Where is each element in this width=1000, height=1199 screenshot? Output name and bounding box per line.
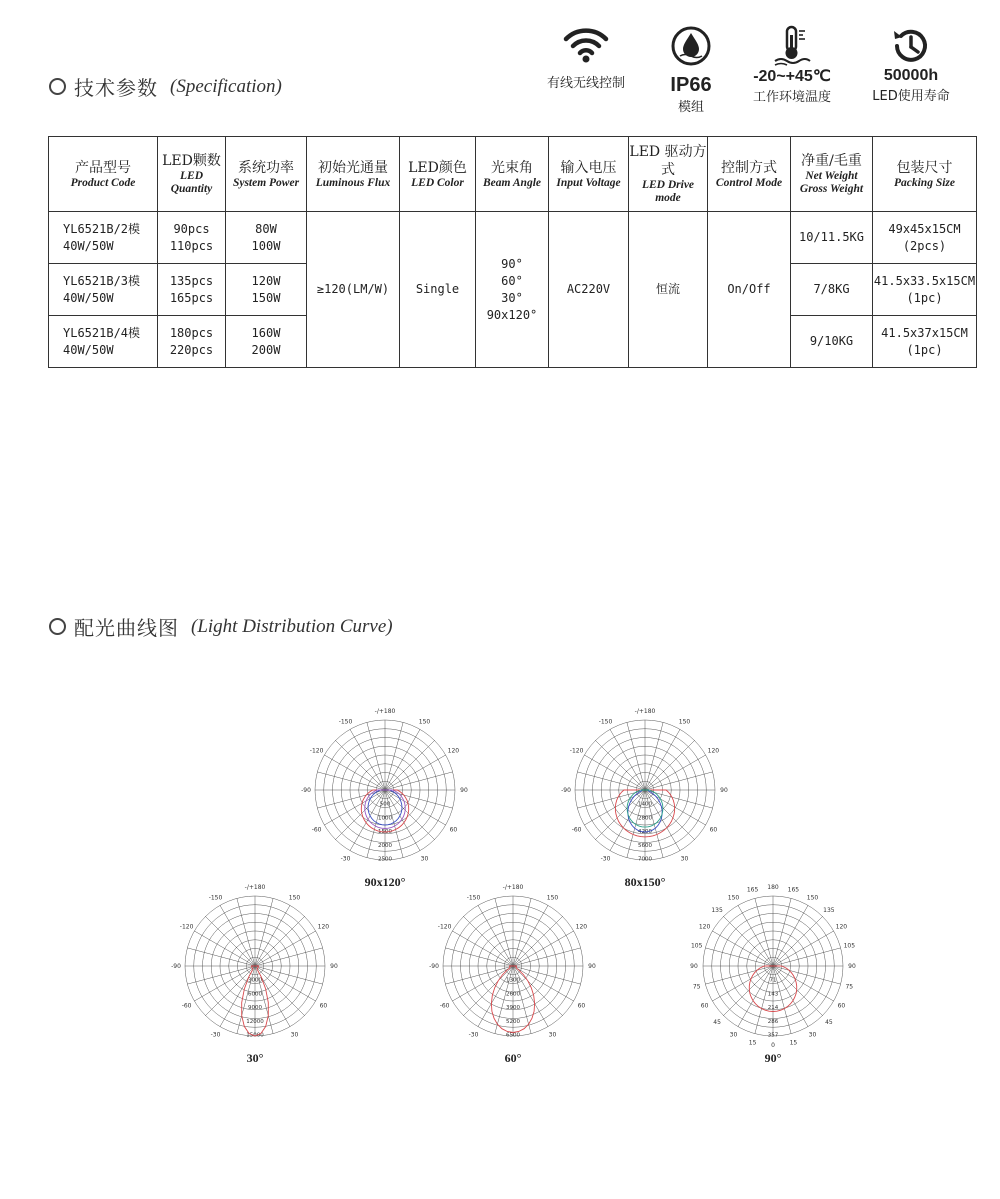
polar-angle-label: 90 — [848, 963, 856, 970]
polar-angle-label: 30 — [290, 1031, 299, 1039]
cell-weight: 7/8KG — [791, 264, 873, 316]
polar-ring-label: 3900 — [506, 1005, 520, 1012]
polar-angle-label: -150 — [338, 718, 353, 726]
polar-spoke — [194, 931, 255, 966]
polar-angle-label: -30 — [340, 855, 351, 863]
polar-spoke — [385, 772, 453, 790]
polar-angle-label: -150 — [466, 894, 481, 902]
polar-angle-label: 105 — [843, 942, 856, 950]
polar-angle-label: 30 — [420, 855, 429, 863]
polar-angle-label: 150 — [727, 894, 740, 902]
polar-angle-label: 60 — [837, 1002, 846, 1010]
polar-spoke — [385, 790, 435, 840]
polar-ring-label: 9000 — [248, 1005, 262, 1012]
polar-ring-label: 7000 — [638, 856, 652, 863]
polar-caption: 60° — [504, 1051, 522, 1065]
polar-ring-label: 143 — [767, 991, 779, 998]
cell-input-voltage: AC220V — [549, 212, 629, 368]
polar-spoke — [645, 722, 663, 790]
header-beam-angle: 光束角 Beam Angle — [476, 137, 549, 212]
polar-chart — [561, 708, 728, 889]
polar-ring-label: 2500 — [378, 856, 392, 863]
polar-spoke — [584, 755, 645, 790]
spec-title-cn: 技术参数 — [74, 76, 158, 100]
polar-spoke — [255, 966, 323, 984]
polar-spoke — [773, 966, 808, 1027]
polar-spoke — [724, 917, 774, 967]
polar-spoke — [513, 966, 563, 1016]
polar-spoke — [513, 917, 563, 967]
polar-ring-label: 1500 — [378, 829, 392, 836]
cell-led-quantity: 135pcs 165pcs — [158, 264, 226, 316]
curve-title-cn: 配光曲线图 — [74, 616, 179, 640]
polar-spoke — [385, 790, 446, 825]
polar-spoke — [385, 741, 435, 791]
polar-spoke — [385, 755, 446, 790]
polar-ring-label: 71 — [769, 977, 777, 984]
polar-spoke — [773, 966, 841, 984]
header-system-power: 系统功率 System Power — [226, 137, 307, 212]
polar-angle-label: 60 — [449, 826, 458, 834]
header-drive-mode: LED 驱动方式 LED Drive mode — [629, 137, 708, 212]
cell-weight: 10/11.5KG — [791, 212, 873, 264]
polar-angle-label: 120 — [698, 923, 711, 931]
polar-angle-label: 60 — [577, 1002, 586, 1010]
polar-spoke — [445, 948, 513, 966]
polar-ring-label: 357 — [767, 1032, 779, 1039]
polar-angle-label: -90 — [301, 787, 311, 794]
polar-angle-label: 60 — [319, 1002, 328, 1010]
polar-angle-label: 45 — [825, 1018, 833, 1026]
polar-angle-label: 120 — [835, 923, 848, 931]
polar-spoke — [755, 898, 773, 966]
polar-angle-label: -60 — [311, 826, 322, 834]
polar-spoke — [385, 729, 420, 790]
cell-product-code: YL6521B/3模 40W/50W — [49, 264, 158, 316]
cell-product-code: YL6521B/2模 40W/50W — [49, 212, 158, 264]
polar-spoke — [773, 966, 834, 1001]
polar-caption: 80x150° — [624, 875, 666, 889]
cell-led-quantity: 180pcs 220pcs — [158, 316, 226, 368]
polar-angle-label: -30 — [600, 855, 611, 863]
polar-angle-label: -/+180 — [502, 884, 524, 891]
polar-spoke — [773, 931, 834, 966]
polar-angle-label: -30 — [468, 1031, 479, 1039]
polar-angle-label: 30 — [729, 1031, 738, 1039]
polar-caption: 90° — [764, 1051, 782, 1065]
polar-spoke — [513, 966, 574, 1001]
polar-angle-label: 75 — [845, 983, 854, 991]
polar-angle-label: 30 — [680, 855, 689, 863]
polar-spoke — [255, 905, 290, 966]
header-product-code: 产品型号 Product Code — [49, 137, 158, 212]
polar-angle-label: -60 — [571, 826, 582, 834]
polar-ring-label: 2600 — [506, 991, 520, 998]
cell-packing-size: 41.5x33.5x15CM (1pc) — [873, 264, 977, 316]
polar-spoke — [464, 917, 514, 967]
polar-spoke — [773, 948, 841, 966]
polar-angle-label: 120 — [447, 747, 460, 755]
cell-drive-mode: 恒流 — [629, 212, 708, 368]
polar-spoke — [324, 755, 385, 790]
polar-angle-label: 120 — [317, 923, 330, 931]
polar-spoke — [577, 772, 645, 790]
polar-angle-label: 90 — [690, 963, 698, 970]
polar-angle-label: 90 — [720, 787, 728, 794]
polar-angle-label: -/+180 — [374, 708, 396, 715]
polar-spoke — [513, 905, 548, 966]
polar-ring-label: 3000 — [248, 977, 262, 984]
polar-ring-label: 5600 — [638, 842, 652, 849]
polar-ring-label: 2000 — [378, 842, 392, 849]
polar-angle-label: 30 — [808, 1031, 817, 1039]
polar-ring-label: 286 — [767, 1018, 779, 1025]
polar-angle-label: -/+180 — [634, 708, 656, 715]
polar-spoke — [513, 898, 531, 966]
cell-system-power: 160W 200W — [226, 316, 307, 368]
polar-spoke — [712, 931, 773, 966]
polar-angle-label: -90 — [561, 787, 571, 794]
polar-angle-label: -30 — [210, 1031, 221, 1039]
polar-angle-label: 165 — [787, 886, 800, 894]
cell-luminous-flux: ≥120(LM/W) — [307, 212, 400, 368]
polar-angle-label: 150 — [806, 894, 819, 902]
polar-caption: 30° — [246, 1051, 264, 1065]
polar-spoke — [206, 917, 256, 967]
polar-spoke — [478, 905, 513, 966]
polar-angle-label: -60 — [181, 1002, 192, 1010]
polar-spoke — [350, 729, 385, 790]
header-weight: 净重/毛重 Net Weight Gross Weight — [791, 137, 873, 212]
polar-angle-label: 180 — [767, 884, 779, 891]
cell-beam-angle: 90° 60° 30° 90x120° — [476, 212, 549, 368]
polar-spoke — [255, 917, 305, 967]
polar-ring-label: 1300 — [506, 977, 520, 984]
spec-title-en: (Specification) — [170, 75, 282, 97]
polar-spoke — [773, 966, 823, 1016]
polar-spoke — [627, 722, 645, 790]
polar-angle-label: 15 — [789, 1039, 798, 1047]
polar-angle-label: 45 — [713, 1018, 721, 1026]
polar-spoke — [645, 755, 706, 790]
polar-spoke — [645, 772, 713, 790]
cell-control-mode: On/Off — [708, 212, 791, 368]
polar-spoke — [596, 741, 646, 791]
polar-angle-label: -150 — [208, 894, 223, 902]
header-led-color: LED颜色 LED Color — [400, 137, 476, 212]
polar-spoke — [255, 898, 273, 966]
polar-spoke — [237, 898, 255, 966]
polar-spoke — [773, 905, 808, 966]
feature-ip66-value: IP66 — [670, 74, 712, 96]
polar-ring-label: 5200 — [506, 1018, 520, 1025]
cell-packing-size: 41.5x37x15CM (1pc) — [873, 316, 977, 368]
polar-spoke — [255, 966, 305, 1016]
polar-spoke — [187, 948, 255, 966]
feature-ip66-label: 模组 — [677, 100, 704, 115]
polar-spoke — [495, 898, 513, 966]
polar-ring-label: 4200 — [638, 829, 652, 836]
polar-angle-label: 105 — [690, 942, 703, 950]
polar-angle-label: 60 — [709, 826, 718, 834]
header-input-voltage: 输入电压 Input Voltage — [549, 137, 629, 212]
polar-angle-label: 135 — [711, 907, 723, 915]
polar-ring-label: 2800 — [638, 815, 652, 822]
polar-angle-label: 60 — [700, 1002, 709, 1010]
cell-led-color: Single — [400, 212, 476, 368]
header-led-quantity: LED颗数 LED Quantity — [158, 137, 226, 212]
polar-spoke — [187, 966, 255, 984]
header-control-mode: 控制方式 Control Mode — [708, 137, 791, 212]
polar-ring-label: 214 — [767, 1005, 779, 1012]
polar-angle-label: 150 — [288, 894, 301, 902]
polar-angle-label: 90 — [330, 963, 338, 970]
polar-ring-label: 15000 — [246, 1032, 264, 1039]
polar-angle-label: 90 — [588, 963, 596, 970]
polar-spoke — [220, 905, 255, 966]
polar-angle-label: 90 — [460, 787, 468, 794]
polar-spoke — [513, 948, 581, 966]
polar-angle-label: 150 — [678, 718, 691, 726]
polar-spoke — [610, 729, 645, 790]
feature-lifespan-label: LED使用寿命 — [872, 89, 950, 104]
polar-caption: 90x120° — [364, 875, 406, 889]
polar-spoke — [705, 948, 773, 966]
polar-chart — [429, 884, 596, 1065]
polar-spoke — [336, 741, 386, 791]
polar-angle-label: 120 — [575, 923, 588, 931]
cell-system-power: 120W 150W — [226, 264, 307, 316]
polar-spoke — [385, 722, 403, 790]
polar-ring-label: 6000 — [248, 991, 262, 998]
feature-temperature-value: -20~+45℃ — [753, 68, 831, 85]
polar-spoke — [724, 966, 774, 1016]
feature-temperature-label: 工作环境温度 — [752, 90, 831, 105]
polar-angle-label: 120 — [707, 747, 720, 755]
polar-angle-label: 135 — [823, 907, 835, 915]
cell-weight: 9/10KG — [791, 316, 873, 368]
polar-spoke — [255, 948, 323, 966]
header-packing-size: 包装尺寸 Packing Size — [873, 137, 977, 212]
cell-product-code: YL6521B/4模 40W/50W — [49, 316, 158, 368]
cell-led-quantity: 90pcs 110pcs — [158, 212, 226, 264]
polar-spoke — [773, 898, 791, 966]
polar-angle-label: 30 — [548, 1031, 557, 1039]
polar-spoke — [324, 790, 385, 825]
polar-ring-label: 1400 — [638, 801, 652, 808]
polar-spoke — [773, 917, 823, 967]
polar-spoke — [367, 722, 385, 790]
polar-angle-label: -120 — [309, 747, 324, 755]
polar-spoke — [645, 729, 680, 790]
header-luminous-flux: 初始光通量 Luminous Flux — [307, 137, 400, 212]
polar-spoke — [705, 966, 773, 984]
cell-system-power: 80W 100W — [226, 212, 307, 264]
polar-angle-label: 15 — [748, 1039, 757, 1047]
polar-spoke — [712, 966, 773, 1001]
polar-spoke — [738, 905, 773, 966]
feature-lifespan-value: 50000h — [883, 67, 939, 84]
polar-angle-label: -/+180 — [244, 884, 266, 891]
curve-title-en: (Light Distribution Curve) — [191, 615, 393, 637]
polar-angle-label: -90 — [171, 963, 181, 970]
polar-angle-label: -150 — [598, 718, 613, 726]
polar-spoke — [255, 931, 316, 966]
polar-angle-label: 0 — [771, 1042, 775, 1049]
polar-spoke — [645, 741, 695, 791]
feature-wireless-label: 有线无线控制 — [546, 76, 625, 91]
polar-spoke — [452, 966, 513, 1001]
polar-angle-label: 150 — [418, 718, 431, 726]
polar-chart — [301, 708, 468, 889]
polar-ring-label: 500 — [379, 801, 391, 808]
polar-spoke — [452, 931, 513, 966]
polar-spoke — [513, 931, 574, 966]
polar-chart — [690, 884, 856, 1065]
polar-angle-label: -60 — [439, 1002, 450, 1010]
polar-ring-label: 6500 — [506, 1032, 520, 1039]
polar-angle-label: -120 — [437, 923, 452, 931]
polar-ring-label: 12000 — [246, 1018, 264, 1025]
polar-chart — [171, 884, 338, 1065]
polar-angle-label: 75 — [692, 983, 701, 991]
cell-packing-size: 49x45x15CM (2pcs) — [873, 212, 977, 264]
polar-spoke — [645, 790, 695, 840]
polar-angle-label: 165 — [746, 886, 759, 894]
polar-angle-label: -90 — [429, 963, 439, 970]
polar-angle-label: -120 — [569, 747, 584, 755]
polar-angle-label: 150 — [546, 894, 559, 902]
polar-spoke — [317, 772, 385, 790]
polar-angle-label: -120 — [179, 923, 194, 931]
polar-ring-label: 1000 — [378, 815, 392, 822]
